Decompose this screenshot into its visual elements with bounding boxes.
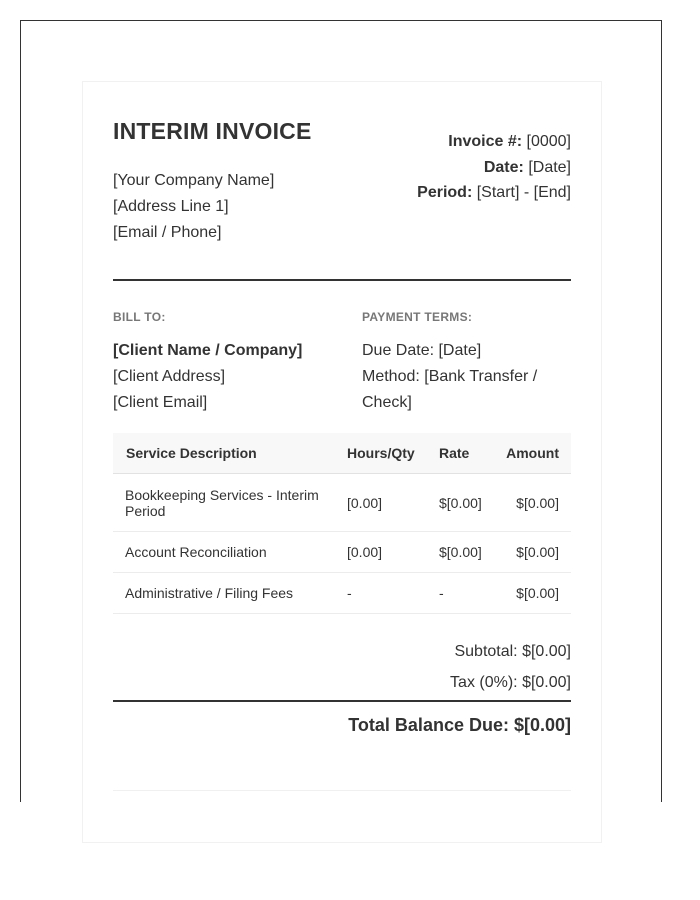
header-hours-qty: Hours/Qty xyxy=(334,433,426,474)
invoice-number-value: [0000] xyxy=(526,133,571,150)
row-description: Account Reconciliation xyxy=(113,532,334,573)
client-email: [Client Email] xyxy=(113,394,208,411)
row-description: Bookkeeping Services - Interim Period xyxy=(113,474,334,532)
payment-terms-label: PAYMENT TERMS: xyxy=(362,310,473,324)
row-rate: $[0.00] xyxy=(426,532,493,573)
table-row xyxy=(113,532,571,573)
header-amount: Amount xyxy=(493,433,571,474)
row-hours: - xyxy=(334,573,426,614)
invoice-period-label: Period: xyxy=(417,184,473,201)
tax: Tax (0%): $[0.00] xyxy=(450,674,571,691)
invoice-number-label: Invoice #: xyxy=(448,133,523,150)
invoice-meta xyxy=(417,129,571,206)
table-row xyxy=(113,474,571,532)
row-amount: $[0.00] xyxy=(493,474,571,532)
invoice-title: INTERIM INVOICE xyxy=(113,118,312,144)
table-header-row xyxy=(113,433,571,474)
row-amount: $[0.00] xyxy=(493,573,571,614)
invoice-date-label: Date: xyxy=(483,158,524,176)
client-address: [Client Address] xyxy=(113,368,226,385)
header-divider xyxy=(113,279,571,281)
row-hours: [0.00] xyxy=(334,474,426,532)
total-balance-due: Total Balance Due: $[0.00] xyxy=(348,715,571,735)
table-row xyxy=(113,573,571,614)
company-contact: [Email / Phone] xyxy=(113,224,222,241)
invoice-period-value: [Start] - [End] xyxy=(476,184,571,201)
invoice-date-value: [Date] xyxy=(528,158,571,176)
totals-block xyxy=(450,636,571,698)
row-amount: $[0.00] xyxy=(493,532,571,573)
payment-terms-section xyxy=(362,304,572,416)
header-service-description: Service Description xyxy=(113,433,334,474)
invoice-period xyxy=(417,180,571,206)
bill-to-label: BILL TO: xyxy=(113,310,166,324)
row-rate: - xyxy=(426,573,493,614)
company-info xyxy=(113,168,274,246)
row-rate: $[0.00] xyxy=(426,474,493,532)
page-frame xyxy=(20,20,662,802)
header-rate: Rate xyxy=(426,433,493,474)
client-name: [Client Name / Company] xyxy=(113,342,303,359)
row-description: Administrative / Filing Fees xyxy=(113,573,334,614)
company-name: [Your Company Name] xyxy=(113,172,275,189)
invoice-card xyxy=(82,81,602,843)
row-hours: [0.00] xyxy=(334,532,426,573)
due-date: Due Date: [Date] xyxy=(362,342,482,359)
invoice-number xyxy=(417,129,571,155)
line-items-table xyxy=(113,433,571,614)
bill-to-section xyxy=(113,304,343,416)
invoice-date xyxy=(417,155,571,181)
totals-divider xyxy=(113,700,571,702)
subtotal: Subtotal: $[0.00] xyxy=(454,643,571,660)
footer-divider xyxy=(113,790,571,791)
payment-method: Method: [Bank Transfer / Check] xyxy=(362,368,538,411)
company-address: [Address Line 1] xyxy=(113,198,229,215)
